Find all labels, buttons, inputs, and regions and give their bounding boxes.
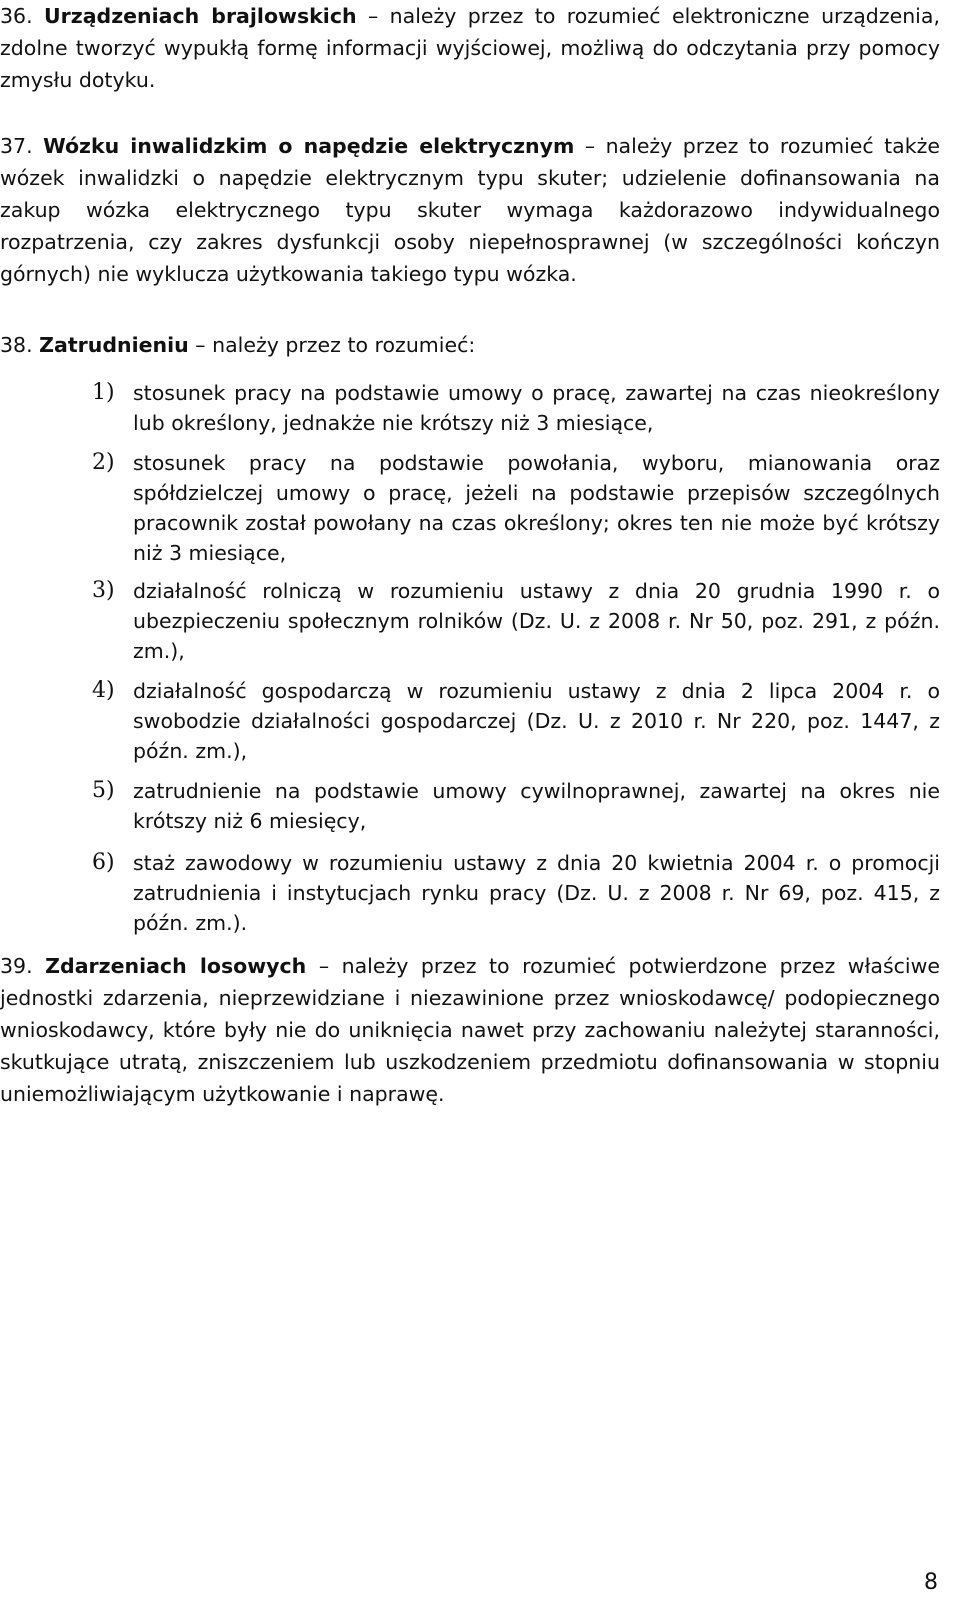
definition-dash: – [195,333,206,357]
employment-list-item [92,448,940,568]
definition-text: należy przez to rozumieć elektroniczne urządzenia, zdolne tworzyć wypukłą formę informacji wyjściowej, możliwą do odczytania przy pomocy zmysłu dotyku. [0,4,940,92]
list-item-text: stosunek pracy na podstawie powołania, wyboru, mianowania oraz spółdzielczej umowy o pracę, jeżeli na podstawie przepisów szczególnych pracownik został powołany na czas określony; okres ten nie może być krótszy niż 3 miesiące, [133,451,940,565]
list-marker: 3) [92,578,115,603]
page-number: 8 [924,1570,938,1595]
list-marker: 5) [92,778,115,803]
definition-term: Zdarzeniach losowych [45,954,307,978]
definition-number: 36. [0,4,33,28]
employment-list-item [92,848,940,938]
definition-term: Urządzeniach brajlowskich [44,4,357,28]
definition-dash: – [318,954,330,978]
definition-text: należy przez to rozumieć potwierdzone przez właściwe jednostki zdarzenia, nieprzewidziane i niezawinione przez wnioskodawcę/ podopiecznego wnioskodawcy, które były nie do uniknięcia nawet przy zachowaniu należytej staranności, skutkujące utratą, zniszczeniem lub uszkodzeniem przedmiotu dofinansowania w stopniu uniemożliwiającym użytkowanie i naprawę. [0,954,940,1106]
list-item-text: działalność gospodarczą w rozumieniu ustawy z dnia 2 lipca 2004 r. o swobodzie działalności gospodarczej (Dz. U. z 2010 r. Nr 220, poz. 1447, z późn. zm.), [133,679,940,763]
definition-36 [0,0,940,96]
definition-term: Zatrudnieniu [39,333,189,357]
employment-list-item [92,776,940,836]
list-item-text: staż zawodowy w rozumieniu ustawy z dnia 20 kwietnia 2004 r. o promocji zatrudnienia i instytucjach rynku pracy (Dz. U. z 2008 r. Nr 69, poz. 415, z późn. zm.). [133,851,940,935]
employment-list-item [92,576,940,666]
definition-38 [0,329,940,361]
list-marker: 4) [92,678,115,703]
definition-dash: – [584,134,596,158]
list-item-text: działalność rolniczą w rozumieniu ustawy z dnia 20 grudnia 1990 r. o ubezpieczeniu społecznym rolników (Dz. U. z 2008 r. Nr 50, poz. 291, z późn. zm.), [133,579,940,663]
list-item-text: zatrudnienie na podstawie umowy cywilnoprawnej, zawartej na okres nie krótszy niż 6 miesięcy, [133,779,940,833]
employment-list-item [92,676,940,766]
definition-number: 38. [0,333,33,357]
definition-text: należy przez to rozumieć także wózek inwalidzki o napędzie elektrycznym typu skuter; udzielenie dofinansowania na zakup wózka elektrycznego typu skuter wymaga każdorazowo indywidualnego rozpatrzenia, czy zakres dysfunkcji osoby niepełnosprawnej (w szczególności kończyn górnych) nie wyklucza użytkowania takiego typu wózka. [0,134,940,286]
definition-37 [0,130,940,290]
definition-39 [0,950,940,1110]
list-marker: 1) [92,380,115,405]
definition-number: 39. [0,954,33,978]
list-item-text: stosunek pracy na podstawie umowy o pracę, zawartej na czas nieokreślony lub określony, jednakże nie krótszy niż 3 miesiące, [133,381,940,435]
list-marker: 6) [92,850,115,875]
definition-text: należy przez to rozumieć: [212,333,476,357]
definition-number: 37. [0,134,33,158]
definition-dash: – [367,4,379,28]
list-marker: 2) [92,450,115,475]
employment-list-item [92,378,940,438]
definition-term: Wózku inwalidzkim o napędzie elektrycznym [43,134,575,158]
